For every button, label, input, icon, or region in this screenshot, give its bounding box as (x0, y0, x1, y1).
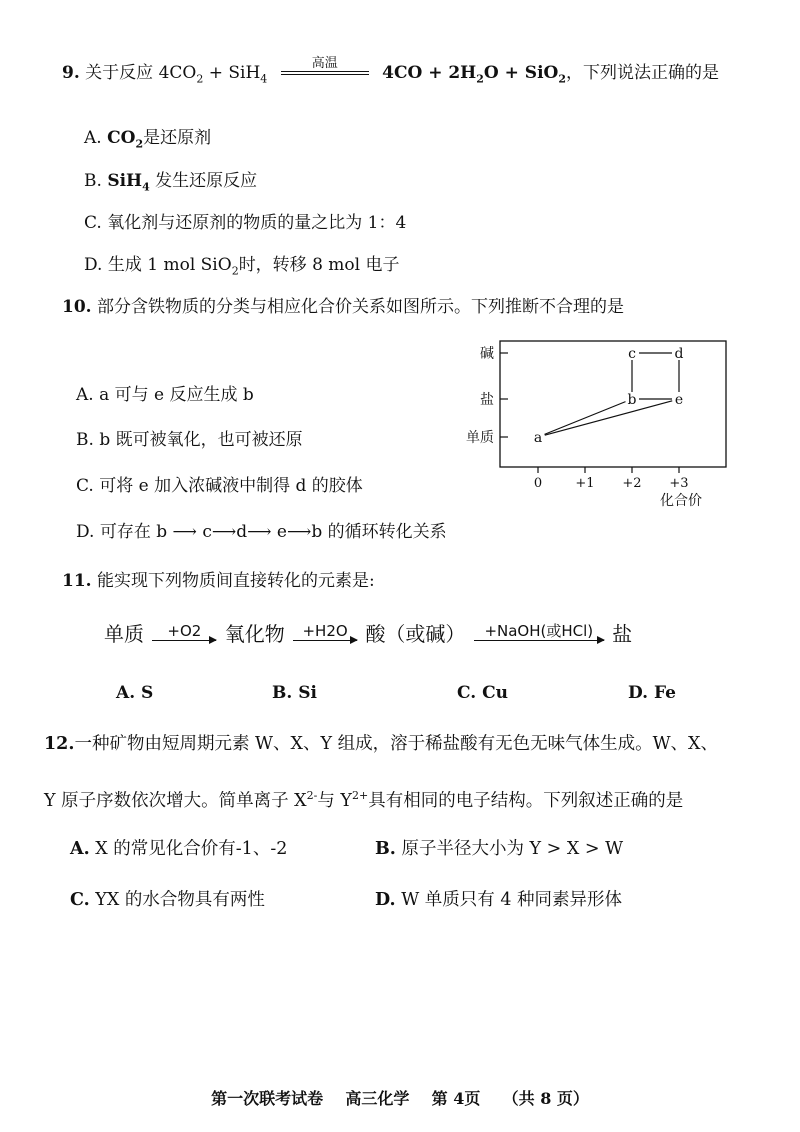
chain-cond-2: +H2O (302, 622, 348, 640)
q11-conversion-chain (104, 618, 632, 647)
q10-option-b: B. b 既可被氧化，也可被还原 (76, 430, 303, 450)
point-c: c (628, 346, 636, 362)
x-axis-label: 化合价 (660, 493, 702, 509)
chain-node-oxide: 氧化物 (224, 622, 285, 646)
q9-option-a: A. $CO_2$是还原剂 (84, 128, 212, 151)
x-tick-label-1: +1 (575, 476, 595, 491)
x-tick-label-0: 0 (533, 476, 543, 491)
q12-number: 12. (44, 734, 75, 754)
q9-reactant2: + SiH$_4$ (208, 63, 268, 86)
line-a-e (545, 401, 672, 435)
q11-option-b: B. Si (272, 683, 317, 703)
point-e: e (674, 392, 684, 408)
q9-option-d: D. 生成 1 mol SiO$_2$时，转移 8 mol 电子 (84, 255, 400, 278)
point-a: a (533, 430, 543, 446)
chain-cond-3: +NaOH(或HCl) (484, 622, 594, 640)
q11-number: 11. (62, 571, 92, 591)
q11-option-d: D. Fe (628, 683, 676, 703)
x-tick-label-2: +2 (622, 476, 642, 491)
chain-cond-1: +O2 (167, 622, 202, 640)
x-tick-label-3: +3 (669, 476, 689, 491)
y-label-0: 碱 (480, 346, 494, 362)
q12-stem-line1: 12.一种矿物由短周期元素 W、X、Y 组成，溶于稀盐酸有无色无味气体生成。W、X、 (44, 734, 719, 754)
q9-option-b: B. SiH$_4$ 发生还原反应 (84, 171, 258, 194)
q12-stem-line2: Y 原子序数依次增大。简单离子 $X^{2-}$与 $Y^{2+}$具有相同的电子结构。下列叙述正确的是 (44, 789, 684, 811)
q10-number: 10. (62, 297, 92, 317)
q11-option-a: A. S (116, 683, 154, 703)
q9-stem (62, 55, 719, 90)
q10-stem (62, 296, 624, 318)
chain-node-acid-base: 酸（或碱） (365, 622, 466, 646)
chain-arrow-2 (293, 622, 357, 647)
y-label-2: 单质 (466, 430, 494, 446)
q9-equals-arrow (281, 57, 369, 75)
q9-products: $4CO + 2H_2O + SiO_2$ (382, 63, 566, 86)
q11-stem-text: 能实现下列物质间直接转化的元素是: (96, 571, 375, 591)
q10-option-a: A. a 可与 e 反应生成 b (76, 385, 254, 405)
chain-arrow-1 (152, 622, 216, 647)
iron-valence-chart (430, 335, 730, 515)
q9-stem-suffix: ，下列说法正确的是 (566, 63, 719, 83)
chain-arrow-3 (474, 622, 604, 647)
q12-option-b: B. 原子半径大小为 Y > X > W (375, 839, 624, 859)
q10-stem-text: 部分含铁物质的分类与相应化合价关系如图所示。下列推断不合理的是 (96, 297, 624, 317)
line-a-b (544, 402, 625, 435)
cycle-arrow-icon: ⟶ (247, 522, 272, 542)
q10-option-c: C. 可将 e 加入浓碱液中制得 d 的胶体 (76, 476, 363, 496)
q9-number: 9. (62, 63, 80, 83)
q9-stem-prefix: 关于反应 (85, 63, 154, 83)
cycle-arrow-icon: ⟶ (172, 522, 197, 542)
q12-option-c: C. YX 的水合物具有两性 (70, 890, 265, 910)
q10-option-d: D. 可存在 b ⟶ c⟶d⟶ e⟶b 的循环转化关系 (76, 522, 447, 542)
y-label-1: 盐 (480, 392, 494, 408)
chain-node-salt: 盐 (612, 622, 633, 646)
q9-reactant1: $4CO_2$ (158, 63, 204, 86)
q9-condition: 高温 (311, 55, 338, 71)
point-b: b (627, 392, 637, 408)
chart-frame (500, 341, 726, 467)
q12-option-a: A. X 的常见化合价有-1、-2 (70, 839, 288, 859)
page-footer: 第一次联考试卷 高三化学 第 4页 （共 8 页） (211, 1089, 589, 1108)
q11-stem (62, 570, 375, 592)
q9-option-c: C. 氧化剂与还原剂的物质的量之比为 1：4 (84, 213, 407, 233)
point-d: d (674, 346, 684, 362)
chain-node-element: 单质 (104, 622, 144, 646)
q12-option-d: D. W 单质只有 4 种同素异形体 (375, 890, 623, 910)
cycle-arrow-icon: ⟶ (286, 522, 312, 542)
cycle-arrow-icon: ⟶ (211, 522, 237, 542)
q11-option-c: C. Cu (457, 683, 508, 703)
